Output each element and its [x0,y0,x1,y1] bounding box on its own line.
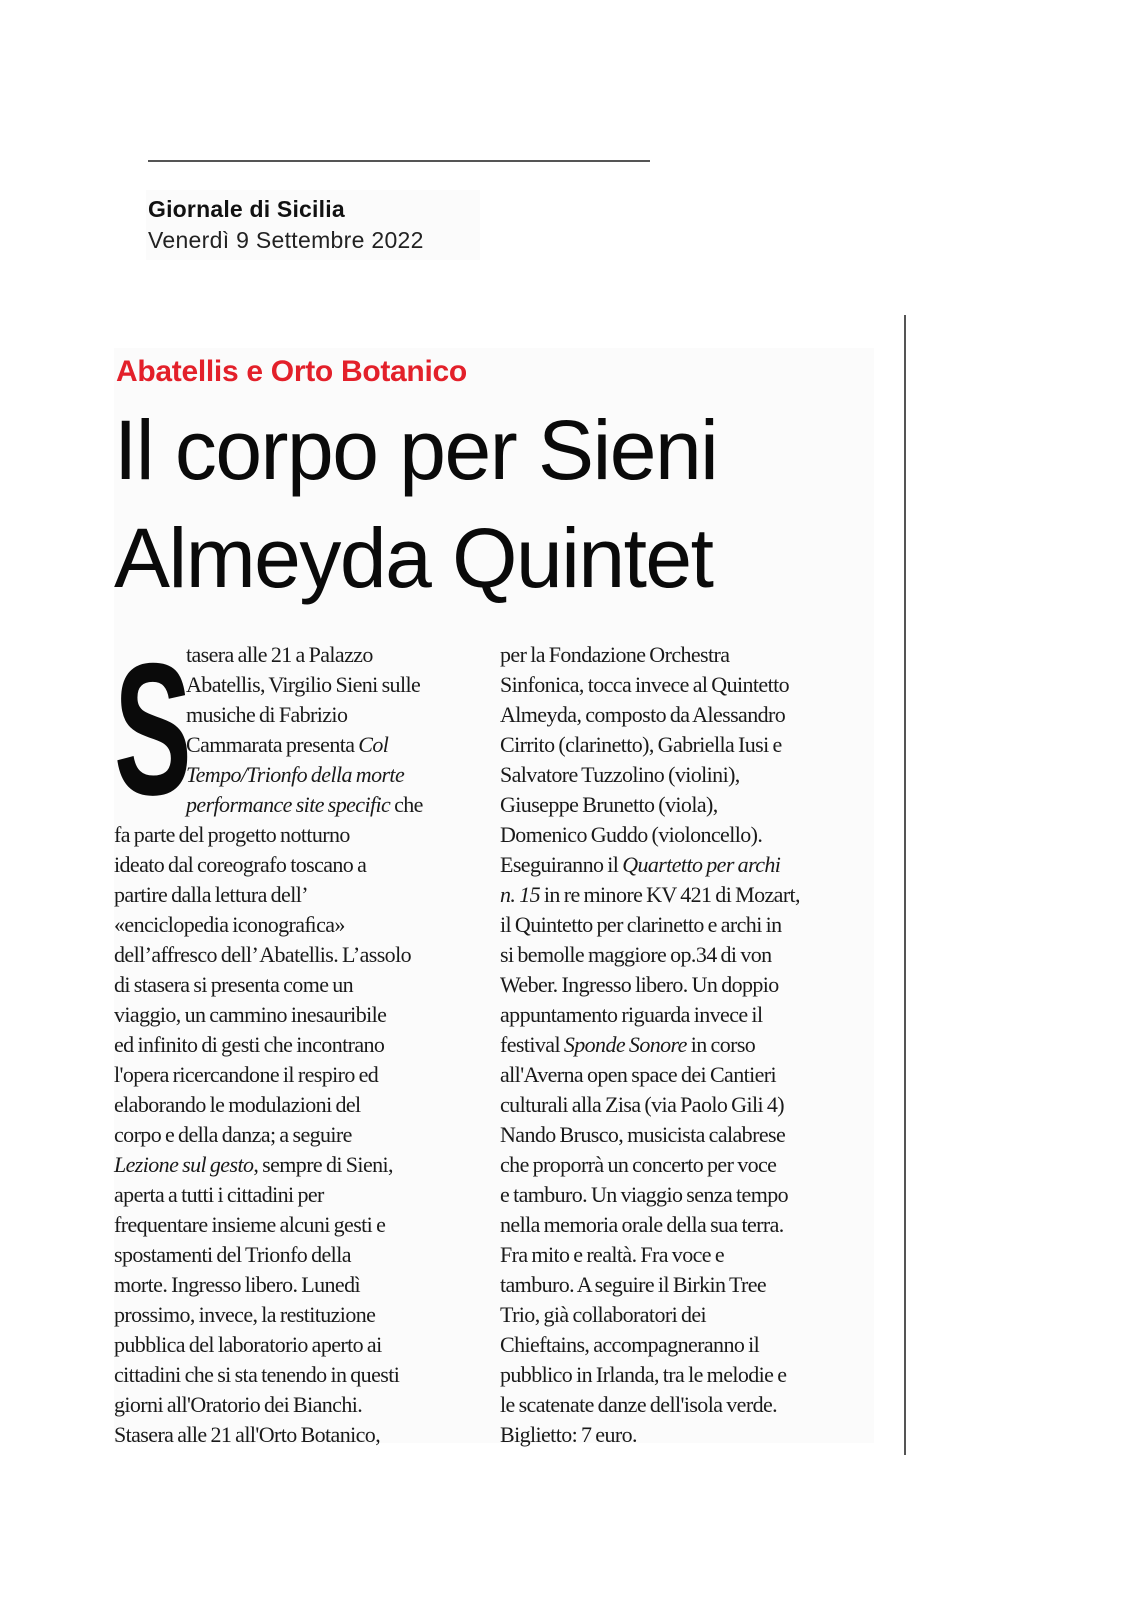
text-span: Domenico Guddo (violoncello). [500,822,763,847]
body-text-line [500,820,870,850]
body-text-line [500,700,870,730]
body-text-line [114,1360,484,1390]
body-text-line [500,910,870,940]
top-divider-rule [148,160,650,162]
text-span: aperta a tutti i cittadini per [114,1182,324,1207]
italic-text-span: Col [358,732,389,757]
text-span: Nando Brusco, musicista calabrese [500,1122,786,1147]
text-span: e tamburo. Un viaggio senza tempo [500,1182,789,1207]
text-span: giorni all'Oratorio dei Bianchi. [114,1392,363,1417]
body-text-line [114,970,484,1000]
text-span: all'Averna open space dei Cantieri [500,1062,777,1087]
text-span: frequentare insieme alcuni gesti e [114,1212,386,1237]
text-span: Abatellis, Virgilio Sieni sulle [186,672,421,697]
body-text-line [500,880,870,910]
text-span: Cirrito (clarinetto), Gabriella Iusi e [500,732,782,757]
right-column-lines [500,640,870,1450]
body-text-line [500,1420,870,1450]
body-text-line [114,1000,484,1030]
dropcap-letter: S [114,624,192,834]
text-span: si bemolle maggiore op.34 di von [500,942,772,967]
text-span: culturali alla Zisa (via Paolo Gili 4) [500,1092,785,1117]
body-text-line [500,730,870,760]
body-text-line [114,1030,484,1060]
text-span: che [390,792,423,817]
text-span: «enciclopedia iconograﬁca» [114,912,345,937]
body-text-line [500,670,870,700]
body-text-line [500,760,870,790]
text-span: Trio, già collaboratori dei [500,1302,707,1327]
italic-text-span: Quartetto per archi [622,852,781,877]
text-span: in corso [686,1032,756,1057]
text-span: Biglietto: 7 euro. [500,1422,637,1447]
article [114,348,874,1447]
text-span: pubblico in Irlanda, tra le melodie e [500,1362,787,1387]
body-text-line [114,910,484,940]
body-text-line [114,1420,484,1450]
text-span: dell’affresco dell’ Abatellis. L’assolo [114,942,411,967]
text-span: ed infinito di gesti che incontrano [114,1032,385,1057]
body-text-line [114,1120,484,1150]
text-span: cittadini che si sta tenendo in questi [114,1362,400,1387]
text-span: musiche di Fabrizio [186,702,348,727]
italic-text-span: n. 15 [500,882,541,907]
text-span: spostamenti del Trionfo della [114,1242,351,1267]
body-text-line [500,1030,870,1060]
body-text-line [500,1390,870,1420]
body-text-line [114,1060,484,1090]
italic-text-span: Lezione sul gesto [114,1152,254,1177]
text-span: Sinfonica, tocca invece al Quintetto [500,672,790,697]
body-text-line [500,1180,870,1210]
body-text-line [114,940,484,970]
text-span: , sempre di Sieni, [253,1152,393,1177]
italic-text-span: Sponde Sonore [563,1032,687,1057]
column-side-rule [904,315,906,1455]
headline-line: Il corpo per Sieni [114,403,718,497]
body-text-line [500,1300,870,1330]
text-span: le scatenate danze dell'isola verde. [500,1392,778,1417]
body-text-line [500,1270,870,1300]
body-text-line [500,940,870,970]
article-headline [114,396,717,612]
text-span: Salvatore Tuzzolino (violini), [500,762,740,787]
text-span: festival [500,1032,564,1057]
body-text-line [500,790,870,820]
body-text-line [114,1390,484,1420]
text-span: nella memoria orale della sua terra. [500,1212,784,1237]
body-text-line [500,1000,870,1030]
publication-name: Giornale di Sicilia [148,196,345,222]
text-span: viaggio, un cammino inesauribile [114,1002,387,1027]
body-column-left [114,624,484,1450]
text-span: Chieftains, accompagneranno il [500,1332,760,1357]
text-span: il Quintetto per clarinetto e archi in [500,912,782,937]
body-text-line [114,1270,484,1300]
text-span: prossimo, invece, la restituzione [114,1302,376,1327]
text-span: Weber. Ingresso libero. Un doppio [500,972,779,997]
text-span: di stasera si presenta come un [114,972,354,997]
masthead [146,190,480,260]
text-span: morte. Ingresso libero. Lunedì [114,1272,360,1297]
article-kicker: Abatellis e Orto Botanico [116,355,467,388]
italic-text-span: Tempo/Trionfo della morte [186,762,405,787]
text-span: l'opera ricercandone il respiro ed [114,1062,379,1087]
text-span: Giuseppe Brunetto (viola), [500,792,718,817]
text-span: in re minore KV 421 di Mozart, [540,882,800,907]
text-span: tasera alle 21 a Palazzo [186,642,373,667]
text-span: fa parte del progetto notturno [114,822,350,847]
headline-line: Almeyda Quintet [114,511,713,605]
body-text-line [500,1150,870,1180]
text-span: ideato dal coreografo toscano a [114,852,367,877]
italic-text-span: performance site specific [186,792,391,817]
text-span: elaborando le modulazioni del [114,1092,361,1117]
body-text-line [114,1330,484,1360]
body-text-line [500,1060,870,1090]
body-text-line [114,1210,484,1240]
body-text-line [500,970,870,1000]
body-text-line [500,1360,870,1390]
text-span: partire dalla lettura dell’ [114,882,308,907]
body-text-line [114,1090,484,1120]
body-text-line [500,1240,870,1270]
body-text-line [500,1330,870,1360]
text-span: appuntamento riguarda invece il [500,1002,763,1027]
body-text-line [500,640,870,670]
body-text-line [114,880,484,910]
text-span: Stasera alle 21 all'Orto Botanico, [114,1422,381,1447]
body-column-right [500,640,870,1450]
body-text-line [114,1150,484,1180]
text-span: pubblica del laboratorio aperto ai [114,1332,382,1357]
text-span: Fra mito e realtà. Fra voce e [500,1242,724,1267]
body-text-line [114,1300,484,1330]
text-span: corpo e della danza; a seguire [114,1122,352,1147]
text-span: Almeyda, composto da Alessandro [500,702,786,727]
body-text-line [114,1240,484,1270]
text-span: tamburo. A seguire il Birkin Tree [500,1272,767,1297]
text-span: che proporrà un concerto per voce [500,1152,777,1177]
body-text-line [114,850,484,880]
text-span: Eseguiranno il [500,852,623,877]
body-text-line [500,850,870,880]
body-text-line [500,1120,870,1150]
body-text-line [500,1090,870,1120]
publication-date: Venerdì 9 Settembre 2022 [148,227,424,253]
body-text-line [500,1210,870,1240]
text-span: Cammarata presenta [186,732,359,757]
text-span: per la Fondazione Orchestra [500,642,730,667]
body-text-line [114,1180,484,1210]
